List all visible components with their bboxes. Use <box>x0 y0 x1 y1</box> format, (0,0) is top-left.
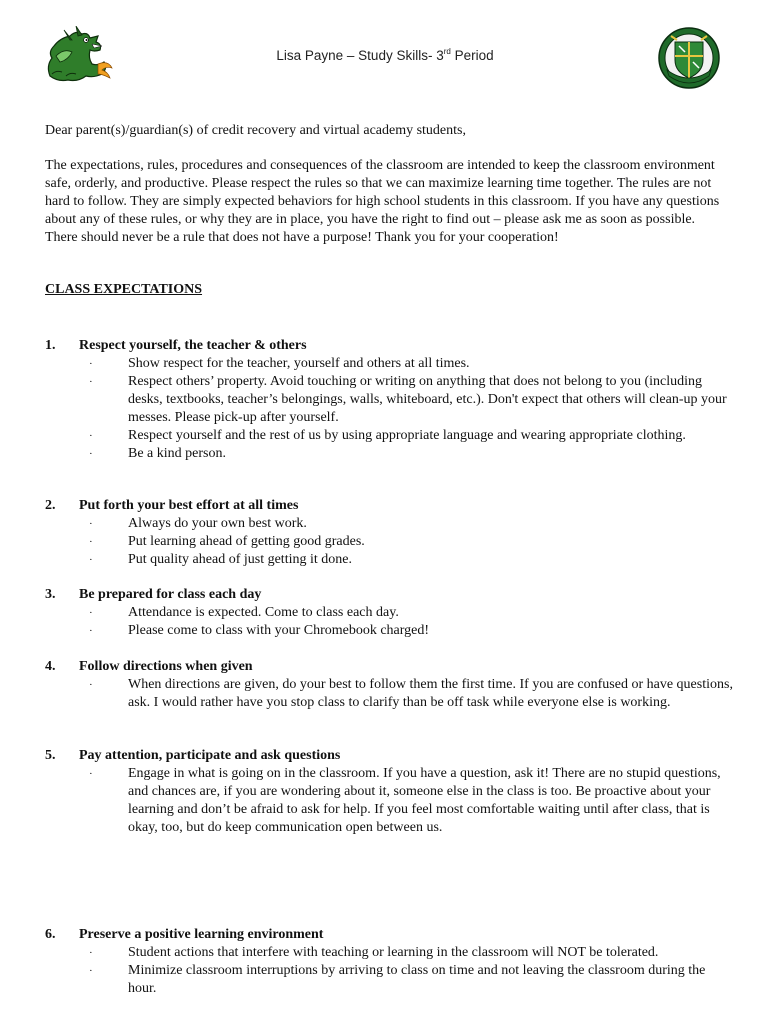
bullet-item <box>45 944 735 962</box>
bullet-text: Engage in what is going on in the classroom. If you have a question, ask it! There are no stupid questions, and chances are, if you are wondering about it, someone else in the class is too. Be proactive about your learning and don’t be afraid to ask for help. If you feel most comfortable waiting until after class, that is okay, too, but do keep communication open between us. <box>128 766 721 835</box>
bullet-item <box>45 445 735 463</box>
bullet-list <box>45 515 735 569</box>
bullet-item <box>45 533 735 551</box>
item-number: 4. <box>45 659 56 674</box>
bullet-item <box>45 604 735 622</box>
item-number: 1. <box>45 338 56 353</box>
bullet-list <box>45 676 735 712</box>
bullet-text: Attendance is expected. Come to class each day. <box>128 605 399 620</box>
item-title: Pay attention, participate and ask questions <box>79 748 341 763</box>
greeting-line: Dear parent(s)/guardian(s) of credit recovery and virtual academy students, <box>45 123 466 138</box>
item-number: 5. <box>45 748 56 763</box>
bullet-marker: · <box>89 358 93 370</box>
bullet-item <box>45 676 735 712</box>
bullet-item <box>45 355 735 373</box>
bullet-marker: · <box>89 554 93 566</box>
school-crest-icon <box>657 26 721 90</box>
bullet-item <box>45 551 735 569</box>
bullet-list <box>45 765 735 837</box>
bullet-text: Respect others’ property. Avoid touching or writing on anything that does not belong to you (including desks, textbooks, teacher’s belongings, walls, whiteboard, etc.). Don't expect that others will clean-up your messes. Please pick-up after yourself. <box>128 374 727 425</box>
item-number: 3. <box>45 587 56 602</box>
bullet-marker: · <box>89 448 93 460</box>
bullet-marker: · <box>89 430 93 442</box>
bullet-item <box>45 427 735 445</box>
bullet-item <box>45 622 735 640</box>
item-title: Preserve a positive learning environment <box>79 927 324 942</box>
bullet-marker: · <box>89 376 93 388</box>
bullet-marker: · <box>89 947 93 959</box>
item-title: Respect yourself, the teacher & others <box>79 338 307 353</box>
bullet-text: When directions are given, do your best to follow them the first time. If you are confused or have questions, ask. I would rather have you stop class to clarify than be off task while everyone else is working. <box>128 677 733 710</box>
bullet-text: Respect yourself and the rest of us by using appropriate language and wearing appropriate clothing. <box>128 428 686 443</box>
bullet-text: Student actions that interfere with teaching or learning in the classroom will NOT be tolerated. <box>128 945 659 960</box>
bullet-item <box>45 765 735 837</box>
bullet-marker: · <box>89 679 93 691</box>
bullet-text: Minimize classroom interruptions by arriving to class on time and not leaving the classroom during the hour. <box>128 963 706 996</box>
bullet-item <box>45 962 735 998</box>
title-end: Period <box>450 48 494 63</box>
bullet-marker: · <box>89 536 93 548</box>
item-number: 2. <box>45 498 56 513</box>
bullet-text: Show respect for the teacher, yourself and others at all times. <box>128 356 470 371</box>
title-main: Lisa Payne – Study Skills- 3 <box>276 48 444 63</box>
bullet-marker: · <box>89 607 93 619</box>
bullet-text: Please come to class with your Chromebook charged! <box>128 623 430 638</box>
document-header <box>0 0 770 110</box>
bullet-item <box>45 373 735 427</box>
bullet-list <box>45 355 735 463</box>
bullet-marker: · <box>89 518 93 530</box>
intro-paragraph: The expectations, rules, procedures and consequences of the classroom are intended to keep the classroom environment safe, orderly, and productive. Please respect the rules so that we can maximize learning time together. The rules are not hard to follow. They are simply expected behaviors for high school students in this classroom. If you have any questions about any of these rules, or why they are in place, you have the right to find out – please ask me as soon as possible. There should never be a rule that does not have a purpose! Thank you for your cooperation! <box>45 158 720 245</box>
bullet-text: Be a kind person. <box>128 446 226 461</box>
section-heading: CLASS EXPECTATIONS <box>45 282 203 297</box>
item-title: Put forth your best effort at all times <box>79 498 299 513</box>
bullet-marker: · <box>89 768 93 780</box>
bullet-marker: · <box>89 965 93 977</box>
bullet-list <box>45 604 735 640</box>
title-superscript: rd <box>443 47 451 56</box>
item-number: 6. <box>45 927 56 942</box>
bullet-text: Put quality ahead of just getting it done. <box>128 552 352 567</box>
bullet-text: Put learning ahead of getting good grades. <box>128 534 365 549</box>
page-title <box>0 47 770 63</box>
bullet-marker: · <box>89 625 93 637</box>
bullet-list <box>45 944 735 998</box>
bullet-item <box>45 515 735 533</box>
item-title: Be prepared for class each day <box>79 587 262 602</box>
item-title: Follow directions when given <box>79 659 253 674</box>
bullet-text: Always do your own best work. <box>128 516 307 531</box>
